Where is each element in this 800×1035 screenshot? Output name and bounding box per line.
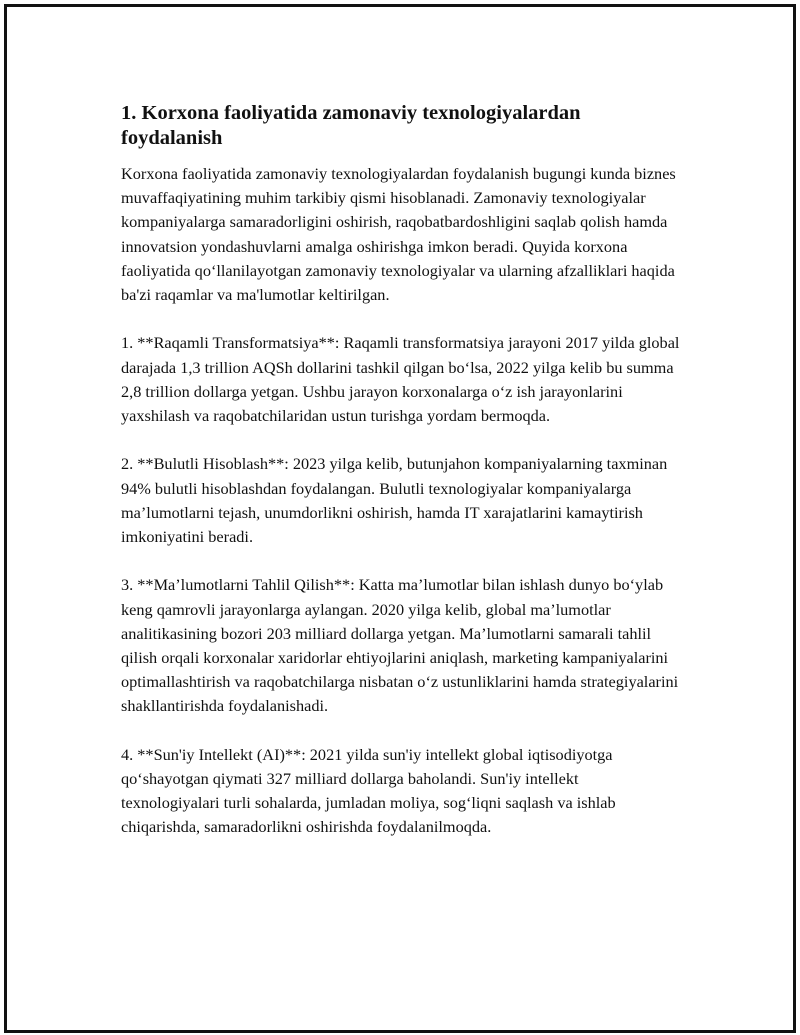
paragraph-cloud-computing: 2. **Bulutli Hisoblash**: 2023 yilga kelib, butunjahon kompaniyalarning taxminan 94% bulutli hisoblashdan foydalangan. Bulutli texnologiyalar kompaniyalarga ma’lumotlarni tejash, unumdorlikni oshirish, hamda IT xarajatlarini kamaytirish imkoniyatini beradi. xyxy=(121,454,668,547)
paragraph-artificial-intelligence: 4. **Sun'iy Intellekt (AI)**: 2021 yilda sun'iy intellekt global iqtisodiyotga qo‘shayotgan qiymati 327 milliard dollarga baholandi. Sun'iy intellekt texnologiyalari turli sohalarda, jumladan moliya, sog‘liqni saqlash va ishlab chiqarishda, samaradorlikni oshirishda foydalanilmoqda. xyxy=(121,744,616,837)
page-title: 1. Korxona faoliyatida zamonaviy texnologiyalardan foydalanish xyxy=(121,102,581,149)
document-page xyxy=(4,4,796,1033)
paragraph-digital-transformation: 1. **Raqamli Transformatsiya**: Raqamli transformatsiya jarayoni 2017 yilda global darajada 1,3 trillion AQSh dollarini tashkil qilgan bo‘lsa, 2022 yilga kelib bu summa 2,8 trillion dollarga yetgan. Ushbu jarayon korxonalarga o‘z ish jarayonlarini yaxshilash va raqobatchilaridan ustun turishga yordam bermoqda. xyxy=(121,333,680,426)
document-content xyxy=(121,101,681,864)
intro-paragraph: Korxona faoliyatida zamonaviy texnologiyalardan foydalanish bugungi kunda biznes muvaffaqiyatining muhim tarkibiy qismi hisoblanadi. Zamonaviy texnologiyalar kompaniyalarga samaradorligini oshirish, raqobatbardoshligini saqlab qolish hamda innovatsion yondashuvlarni amalga oshirishga imkon beradi. Quyida korxona faoliyatida qo‘llanilayotgan zamonaviy texnologiyalar va ularning afzalliklari haqida ba'zi raqamlar va ma'lumotlar keltirilgan. xyxy=(121,164,676,305)
paragraph-data-analytics: 3. **Ma’lumotlarni Tahlil Qilish**: Katta ma’lumotlar bilan ishlash dunyo bo‘ylab keng qamrovli jarayonlarga aylangan. 2020 yilga kelib, global ma’lumotlar analitikasining bozori 203 milliard dollarga yetgan. Ma’lumotlarni samarali tahlil qilish orqali korxonalar xaridorlar ehtiyojlarini aniqlash, marketing kampaniyalarini optimallashtirish va raqobatchilarga nisbatan o‘z ustunliklarini hamda strategiyalarini shakllantirishda foydalanishadi. xyxy=(121,575,679,716)
